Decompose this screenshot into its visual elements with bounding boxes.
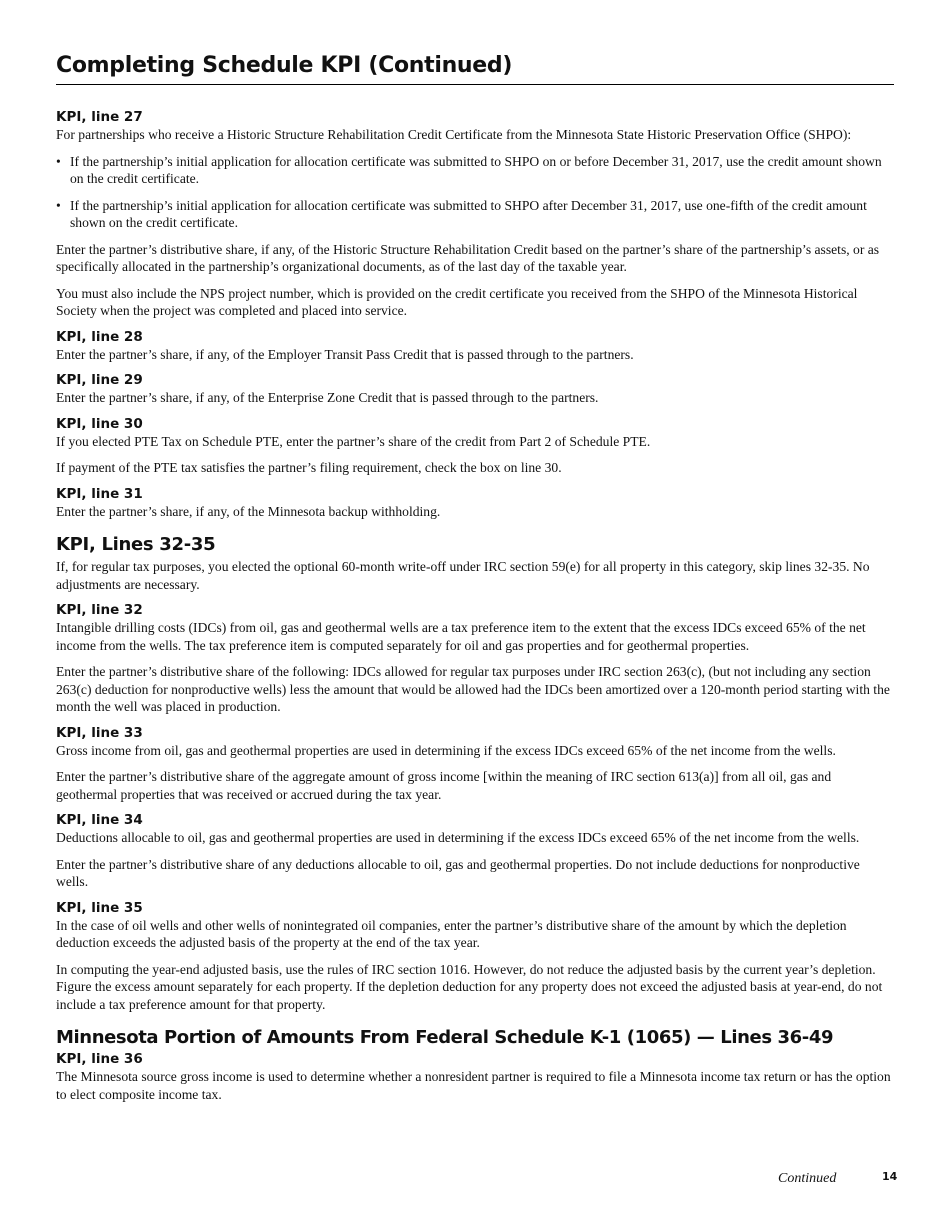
page-content [56, 109, 894, 1103]
section-line-36 [56, 1051, 894, 1103]
section-line-35 [56, 900, 894, 1014]
line-33-paragraph: Enter the partner’s distributive share of the aggregate amount of gross income [within the meaning of IRC section 613(a)] from all oil, gas and geothermal properties that was received or accrued during the tax year. [56, 769, 832, 802]
line-33-heading: KPI, line 33 [56, 724, 143, 741]
line-29-paragraph: Enter the partner’s share, if any, of the Enterprise Zone Credit that is passed through to the partners. [56, 390, 599, 405]
line-27-bullet: • If the partnership’s initial application for allocation certificate was submitted to SHPO after December 31, 2017, use one-fifth of the credit amount shown on the credit certificate. [56, 197, 894, 232]
line-32-paragraph: Enter the partner’s distributive share of the following: IDCs allowed for regular tax purposes under IRC section 263(c), (but not including any section 263(c) deduction for nonproductive wells) less the amount that would be allowed had the IDCs been amortized over a 120-month period starting with the month the well was placed in production. [56, 664, 890, 714]
line-35-paragraph: In computing the year-end adjusted basis, use the rules of IRC section 1016. However, do not reduce the adjusted basis by the current year’s depletion. Figure the excess amount separately for each property. If the depletion deduction for any property does not exceed the adjusted basis at year-end, do not include a tax preference amount for that property. [56, 961, 883, 1012]
line-27-bullet: • If the partnership’s initial application for allocation certificate was submitted to SHPO on or before December 31, 2017, use the credit amount shown on the credit certificate. [56, 153, 894, 188]
continued-label: Continued [778, 1171, 837, 1186]
lines-32-35-paragraph: If, for regular tax purposes, you elected the optional 60-month write-off under IRC section 59(e) for all property in this category, skip lines 32-35. No adjustments are necessary. [56, 559, 870, 592]
page-number: 14 [882, 1170, 898, 1183]
section-line-27 [56, 109, 894, 320]
section-line-32 [56, 602, 894, 716]
lines-32-35-heading: KPI, Lines 32-35 [56, 534, 216, 555]
section-line-30 [56, 416, 894, 477]
section-line-29 [56, 372, 894, 407]
line-27-paragraph: Enter the partner’s distributive share, if any, of the Historic Structure Rehabilitation Credit based on the partner’s share of the partnership’s assets, or as specifically allocated in the partnership’s organizational documents, as of the last day of the taxable year. [56, 241, 880, 274]
line-35-paragraph: In the case of oil wells and other wells of nonintegrated oil companies, enter the partner’s distributive share of the amount by which the depletion deduction exceeds the adjusted basis of the property at the end of the tax year. [56, 917, 847, 950]
line-36-heading: KPI, line 36 [56, 1051, 143, 1067]
line-27-intro: For partnerships who receive a Historic Structure Rehabilitation Credit Certificate from the Minnesota State Historic Preservation Office (SHPO): [56, 127, 852, 142]
line-27-paragraph: You must also include the NPS project number, which is provided on the credit certificate you received from the SHPO of the Minnesota Historical Society when the project was completed and placed into service. [56, 285, 858, 318]
line-33-paragraph: Gross income from oil, gas and geothermal properties are used in determining if the excess IDCs exceed 65% of the net income from the wells. [56, 742, 836, 758]
line-32-paragraph: Intangible drilling costs (IDCs) from oil, gas and geothermal wells are a tax preference item to the extent that the excess IDCs exceed 65% of the net income from the wells. The tax preference item is computed separately for oil and gas properties and for geothermal properties. [56, 620, 866, 653]
line-31-heading: KPI, line 31 [56, 485, 143, 502]
line-30-heading: KPI, line 30 [56, 415, 143, 432]
line-34-paragraph: Enter the partner’s distributive share of any deductions allocable to oil, gas and geothermal properties. Do not include deductions for nonproductive wells. [56, 856, 860, 889]
line-30-paragraph: If payment of the PTE tax satisfies the partner’s filing requirement, check the box on line 30. [56, 460, 562, 475]
line-28-paragraph: Enter the partner’s share, if any, of the Employer Transit Pass Credit that is passed through to the partners. [56, 346, 634, 362]
section-line-34 [56, 812, 894, 891]
line-30-paragraph: If you elected PTE Tax on Schedule PTE, enter the partner’s share of the credit from Part 2 of Schedule PTE. [56, 433, 651, 449]
section-minnesota-portion [56, 1027, 894, 1049]
line-36-paragraph: The Minnesota source gross income is used to determine whether a nonresident partner is required to file a Minnesota income tax return or has the option to elect composite income tax. [56, 1069, 891, 1102]
line-34-heading: KPI, line 34 [56, 812, 143, 828]
section-line-28 [56, 329, 894, 364]
document-page [56, 0, 894, 1112]
line-31-paragraph: Enter the partner’s share, if any, of the Minnesota backup withholding. [56, 503, 441, 519]
line-27-heading: KPI, line 27 [56, 109, 143, 125]
section-lines-32-35 [56, 534, 894, 593]
section-line-33 [56, 725, 894, 804]
line-32-heading: KPI, line 32 [56, 602, 143, 618]
line-28-heading: KPI, line 28 [56, 328, 143, 345]
minnesota-portion-heading: Minnesota Portion of Amounts From Federal Schedule K-1 (1065) — Lines 36-49 [56, 1027, 834, 1048]
line-27-bullet-list [56, 153, 894, 232]
line-35-heading: KPI, line 35 [56, 899, 143, 916]
section-line-31 [56, 486, 894, 521]
page-title: Completing Schedule KPI (Continued) [56, 52, 894, 85]
line-29-heading: KPI, line 29 [56, 372, 143, 388]
line-34-paragraph: Deductions allocable to oil, gas and geothermal properties are used in determining if the excess IDCs exceed 65% of the net income from the wells. [56, 830, 860, 845]
